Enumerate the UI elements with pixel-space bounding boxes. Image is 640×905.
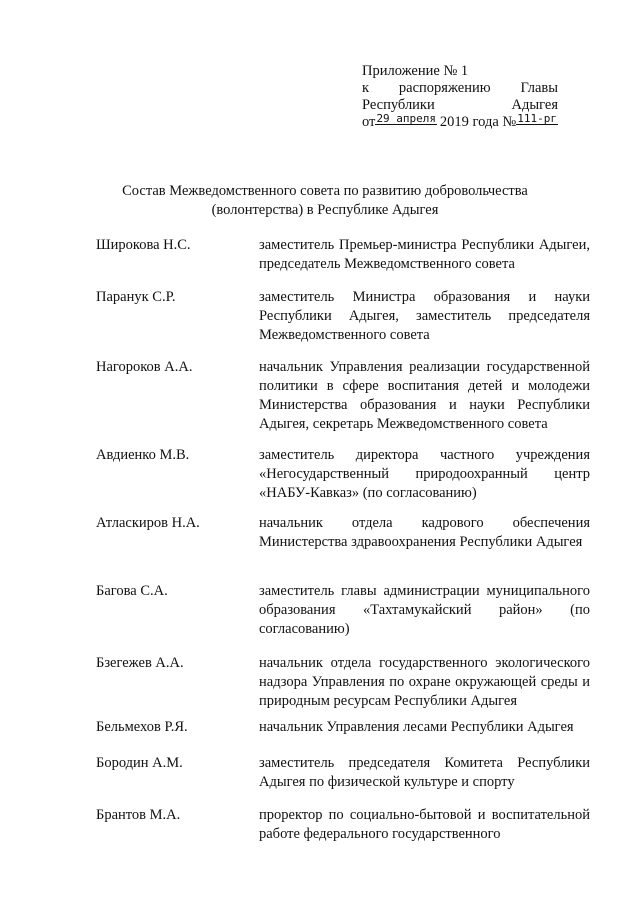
title-line-1: Состав Межведомственного совета по развитию добровольчества — [122, 183, 528, 199]
attachment-date-line — [362, 114, 558, 131]
member-name: Багова С.А. — [96, 583, 168, 599]
member-name: Паранук С.Р. — [96, 289, 176, 305]
member-role: заместитель Министра образования и науки Республики Адыгея, заместитель председателя Межведомственного совета — [259, 289, 590, 343]
attachment-head: Главы — [520, 80, 558, 96]
attachment-block — [362, 63, 558, 131]
member-role: начальник Управления реализации государственной политики в сфере воспитания детей и молодежи Министерства образования и науки Республики Адыгея, секретарь Межведомственного совета — [259, 359, 590, 432]
member-name: Широкова Н.С. — [96, 237, 191, 253]
attachment-to: к — [362, 80, 370, 96]
attachment-line-2 — [362, 80, 558, 97]
date-prefix: от — [362, 114, 376, 130]
member-role: проректор по социально-бытовой и воспитательной работе федерального государственного — [259, 807, 590, 842]
member-name: Атласкиров Н.А. — [96, 515, 200, 531]
member-role: заместитель главы администрации муниципального образования «Тахтамукайский район» (по согласованию) — [259, 583, 590, 637]
date-fill: 29 апреля — [376, 112, 437, 125]
attachment-order: распоряжению — [398, 80, 491, 96]
member-name: Брантов М.А. — [96, 807, 181, 823]
member-role: заместитель директора частного учреждения «Негосударственный природоохранный центр «НАБУ-Кавказ» (по согласованию) — [259, 447, 590, 501]
member-role: заместитель председателя Комитета Республики Адыгея по физической культуре и спорту — [259, 755, 590, 790]
attachment-line-1: Приложение № 1 — [362, 63, 469, 79]
title-line-2: (волонтерства) в Республике Адыгея — [211, 202, 439, 218]
member-name: Бельмехов Р.Я. — [96, 719, 188, 735]
member-role: начальник отдела кадрового обеспечения Министерства здравоохранения Республики Адыгея — [259, 515, 590, 550]
member-role: начальник отдела государственного экологического надзора Управления по охране окружающей среды и природным ресурсам Республики Адыгея — [259, 655, 590, 709]
member-name: Бзегежев А.А. — [96, 655, 184, 671]
member-name: Нагороков А.А. — [96, 359, 193, 375]
member-role: начальник Управления лесами Республики Адыгея — [259, 719, 574, 735]
member-name: Бородин А.М. — [96, 755, 183, 771]
attachment-adygea: Адыгея — [511, 97, 558, 113]
attachment-republic: Республики — [362, 97, 435, 113]
number-fill: 111-рг — [517, 112, 557, 125]
date-suffix: 2019 года № — [439, 114, 517, 130]
document-title — [110, 182, 540, 220]
member-name: Авдиенко М.В. — [96, 447, 190, 463]
member-role: заместитель Премьер-министра Республики Адыгеи, председатель Межведомственного совета — [259, 237, 590, 272]
